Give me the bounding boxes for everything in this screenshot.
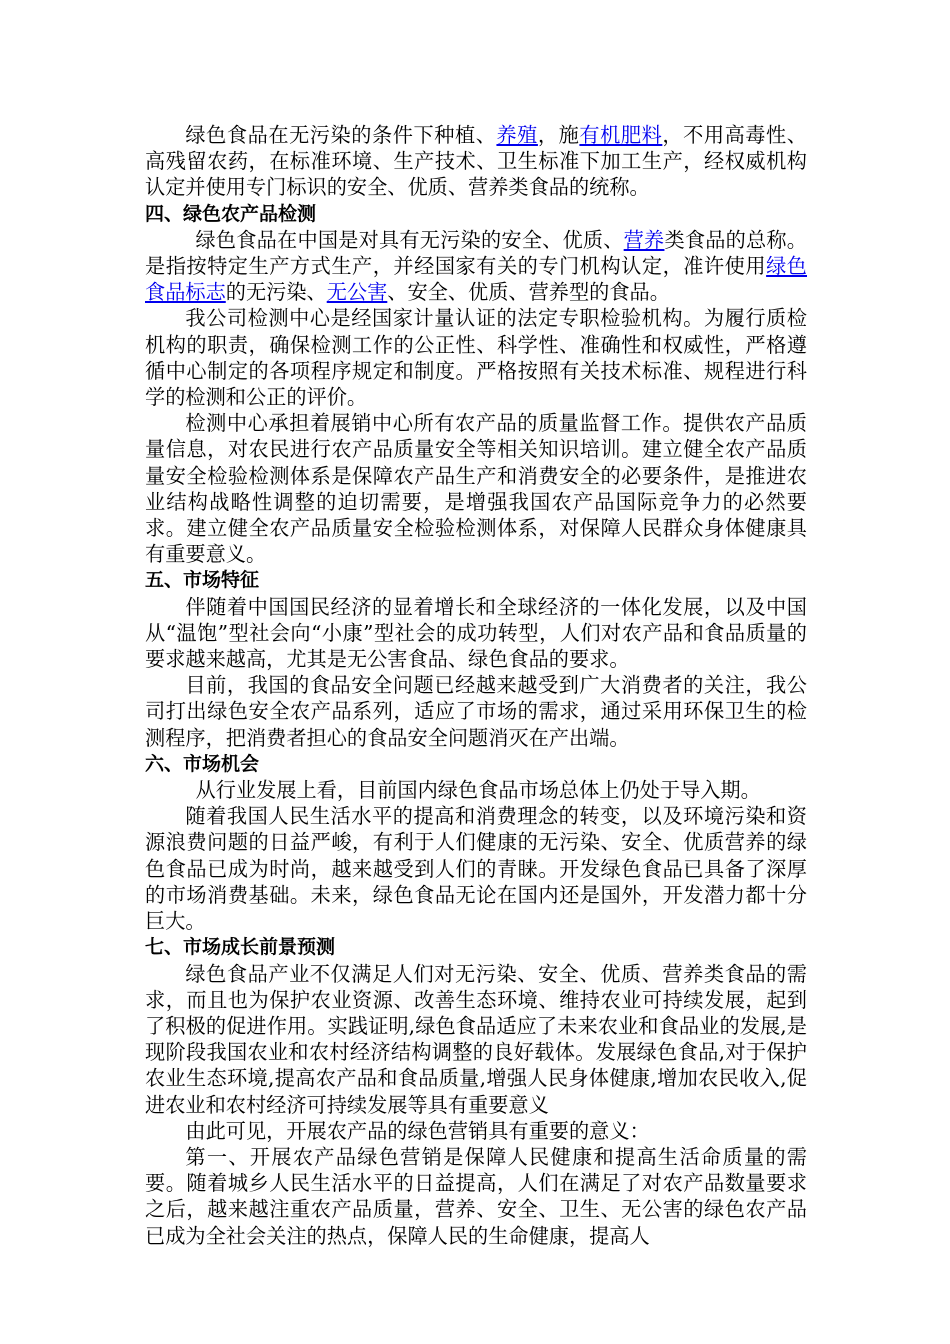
text-span: 绿色食品在中国是对具有无污染的安全、优质、 <box>195 227 624 252</box>
text-span: 类食品的总称。是指按特定生产方式生产，并经国家有关的专门机构认定，准许使用 <box>145 227 807 279</box>
link-organic-fertilizer[interactable]: 有机肥料 <box>579 123 663 147</box>
text-span: ，不用高毒性、高残留农药，在标准环境、生产技术、卫生标准下加工生产，经权威机构认定并使用专门标识的安全、优质、营养类食品的统称。 <box>145 123 807 200</box>
document-page <box>145 122 807 1249</box>
paragraph-industry-stage: 从行业发展上看，目前国内绿色食品市场总体上仍处于导入期。 <box>195 778 761 803</box>
text-span: ，施 <box>537 123 580 147</box>
paragraph-food-safety: 目前，我国的食品安全问题已经越来越受到广大消费者的关注，我公司打出绿色安全农产品系列，适应了市场的需求，通过采用环保卫生的检测程序，把消费者担心的食品安全问题消灭在产出端。 <box>145 673 807 750</box>
section-heading-4: 四、绿色农产品检测 <box>145 202 317 225</box>
link-breeding[interactable]: 养殖 <box>496 123 538 147</box>
paragraph-market-opportunity: 随着我国人民生活水平的提高和消费理念的转变，以及环境污染和资源浪费问题的日益严峻，有利于人们健康的无污染、安全、优质营养的绿色食品已成为时尚，越来越受到人们的青睐。开发绿色食品已具备了深厚的市场消费基础。未来，绿色食品无论在国内还是国外，开发潜力都十分巨大。 <box>145 804 807 934</box>
link-green-food-logo[interactable]: 绿色食品标志 <box>145 254 807 305</box>
paragraph-significance-intro: 由此可见，开展农产品的绿色营销具有重要的意义： <box>185 1118 650 1143</box>
section-heading-5: 五、市场特征 <box>145 569 260 592</box>
paragraph-testing-center: 我公司检测中心是经国家计量认证的法定专职检验机构。为履行质检机构的职责，确保检测工作的公正性、科学性、准确性和权威性，严格遵循中心制定的各项程序规定和制度。严格按照有关技术标准、规程进行科学的检测和公正的评价。 <box>145 306 807 410</box>
section-heading-6: 六、市场机会 <box>145 752 260 775</box>
text-span: 、安全、优质、营养型的食品。 <box>387 280 670 305</box>
paragraph-market-trend: 伴随着中国国民经济的显着增长和全球经济的一体化发展，以及中国从“温饱”型社会向“小康”型社会的成功转型，人们对农产品和食品质量的要求越来越高，尤其是无公害食品、绿色食品的要求。 <box>145 594 807 672</box>
paragraph-green-food-china <box>145 227 807 306</box>
paragraph-first-point: 第一、开展农产品绿色营销是保障人民健康和提高生活命质量的需要。随着城乡人民生活水平的日益提高，人们在满足了对农产品数量要求之后，越来越注重农产品质量，营养、安全、卫生、无公害的绿色农产品已成为全社会关注的热点，保障人民的生命健康，提高人 <box>145 1144 807 1248</box>
text-span: 绿色食品在无污染的条件下种植、 <box>185 123 497 147</box>
paragraph-green-food-definition <box>145 122 807 201</box>
paragraph-testing-duties: 检测中心承担着展销中心所有农产品的质量监督工作。提供农产品质量信息，对农民进行农产品质量安全等相关知识培训。建立健全农产品质量安全检验检测体系是保障农产品生产和消费安全的必要条件，是推进农业结构战略性调整的迫切需要，是增强我国农产品国际竞争力的必然要求。建立健全农产品质量安全检验检测体系，对保障人民群众身体健康具有重要意义。 <box>145 411 807 567</box>
link-nutrition[interactable]: 营养 <box>623 227 665 252</box>
paragraph-growth-outlook: 绿色食品产业不仅满足人们对无污染、安全、优质、营养类食品的需求，而且也为保护农业资源、改善生态环境、维持农业可持续发展，起到了积极的促进作用。实践证明,绿色食品适应了未来农业和食品业的发展,是现阶段我国农业和农村经济结构调整的良好载体。发展绿色食品,对于保护农业生态环境,提高农产品和食品质量,增强人民身体健康,增加农民收入,促进农业和农村经济可持续发展等具有重要意义 <box>145 961 808 1117</box>
section-heading-7: 七、市场成长前景预测 <box>145 936 336 959</box>
link-pollution-free[interactable]: 无公害 <box>326 280 388 305</box>
text-span: 的无污染、 <box>225 280 327 305</box>
